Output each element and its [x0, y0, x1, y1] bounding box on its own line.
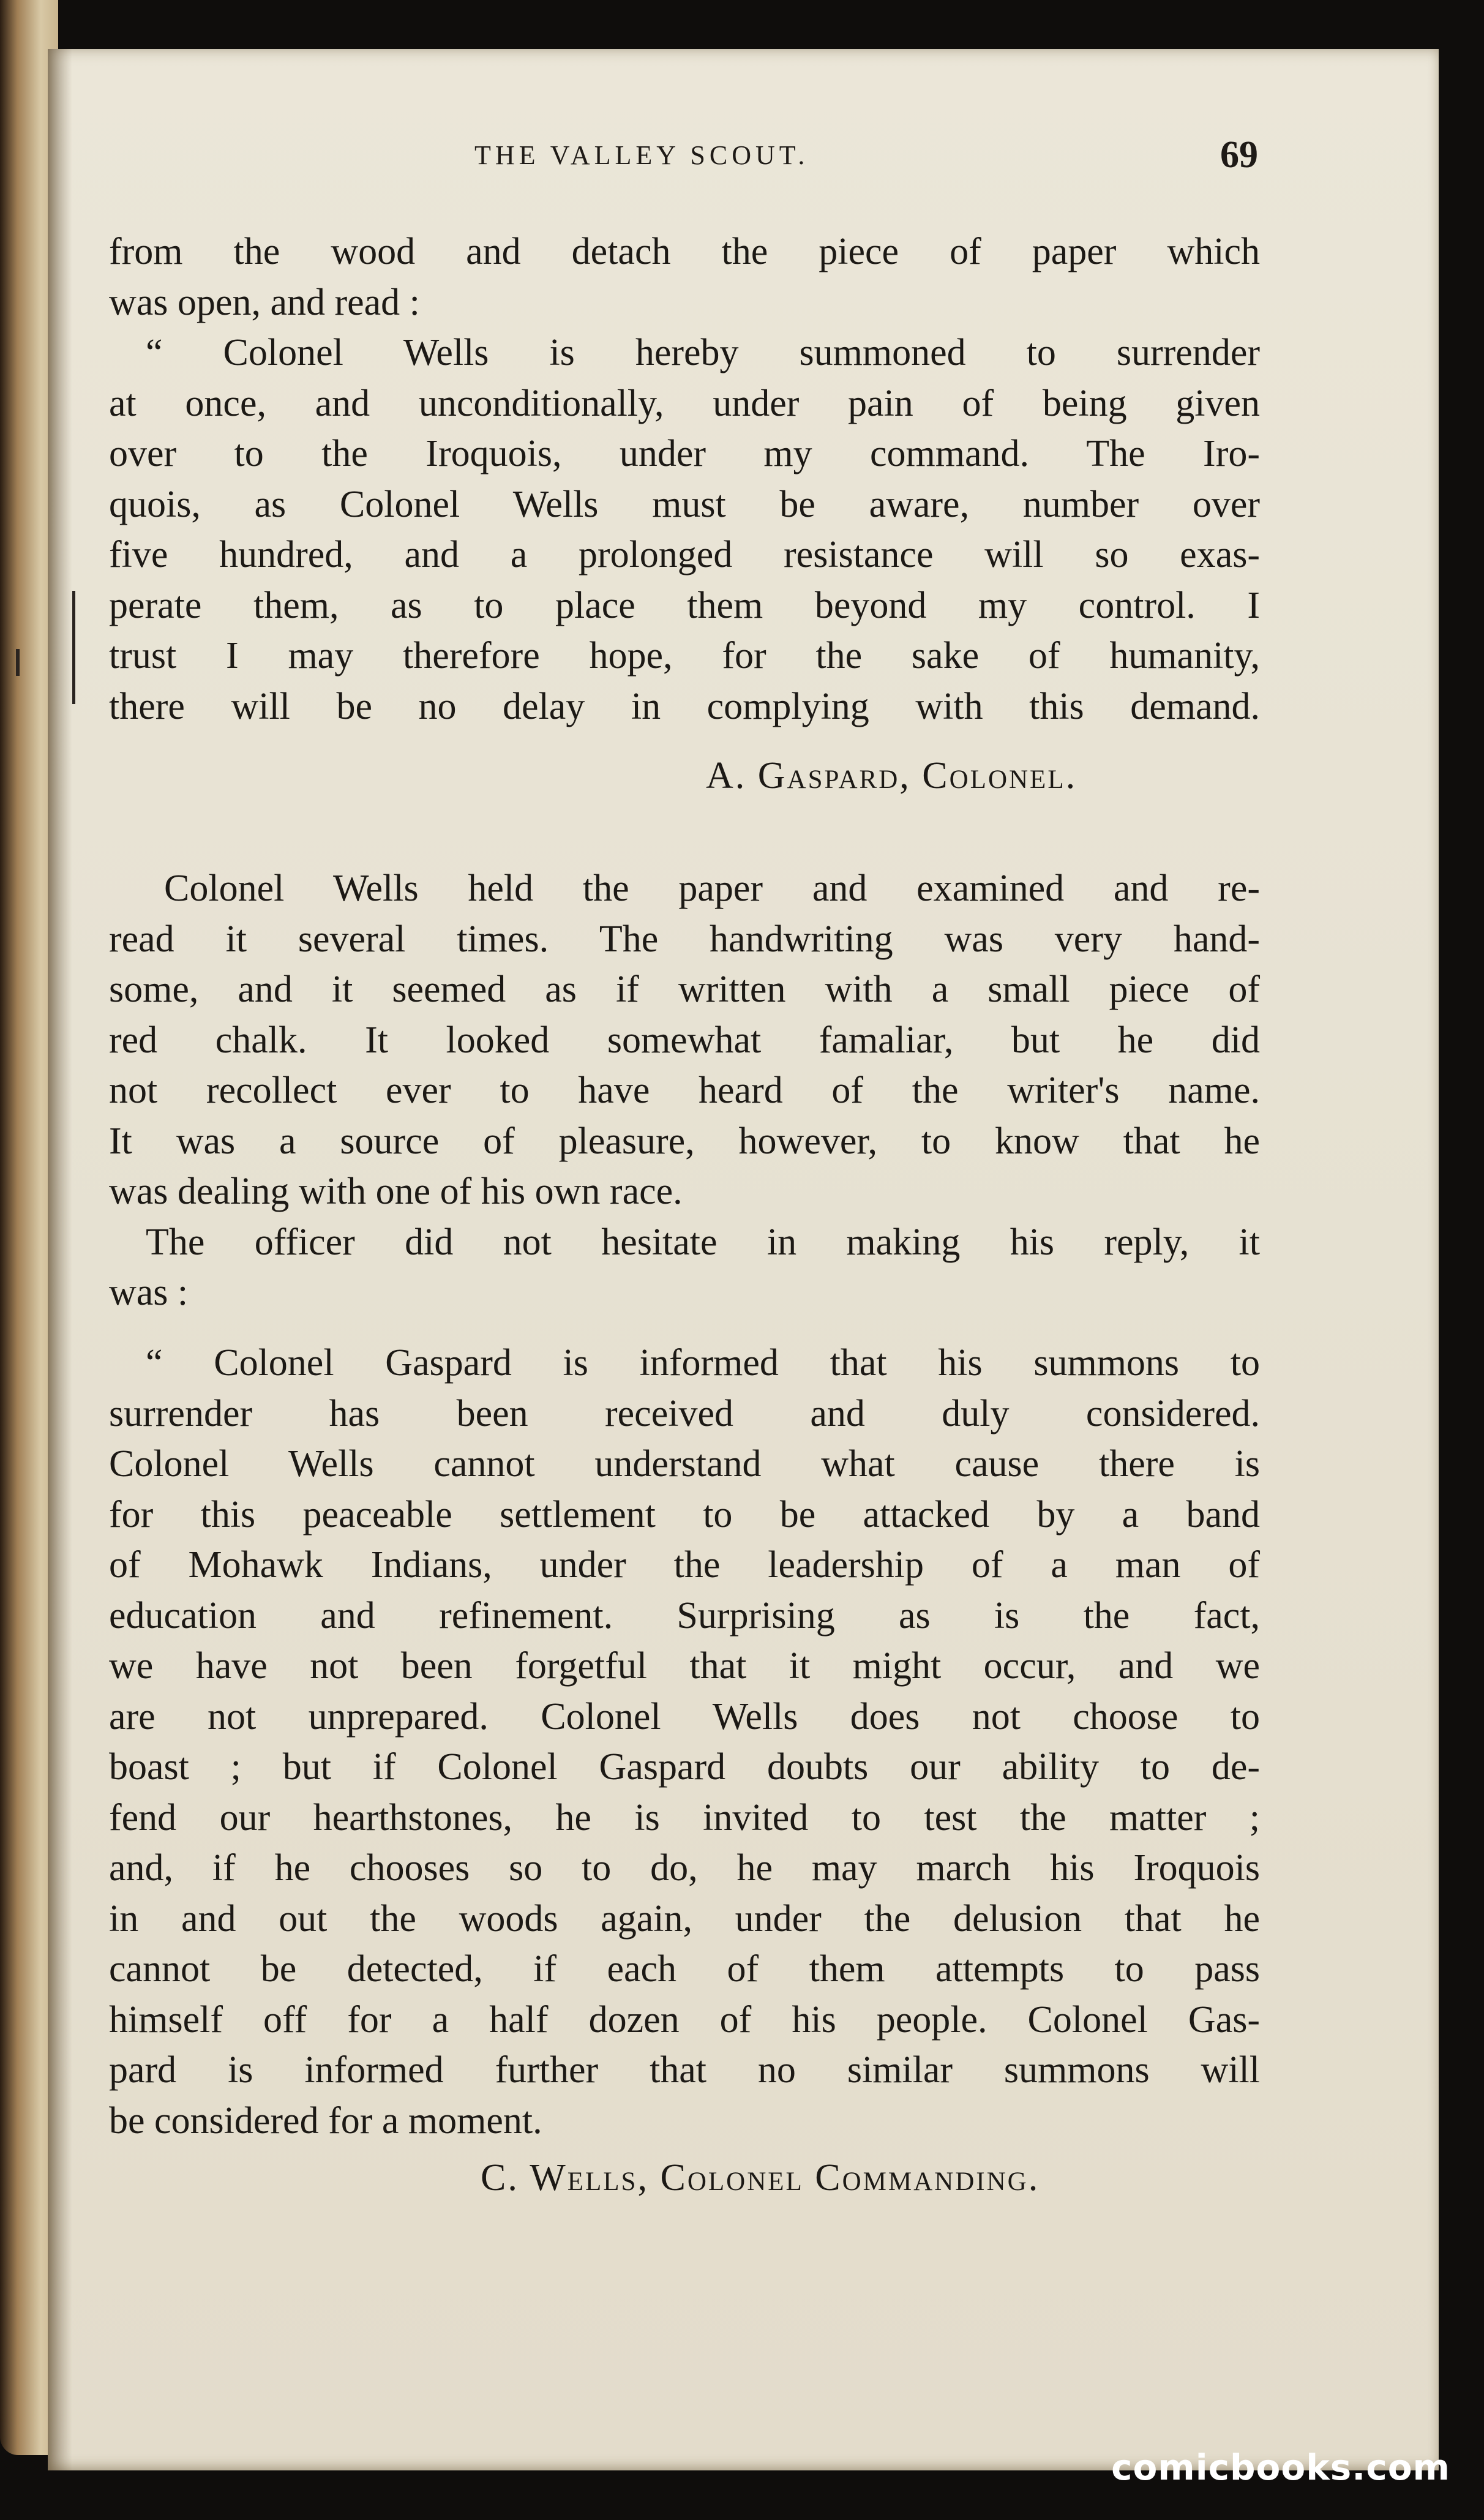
narrative-paragraph — [109, 863, 1260, 1318]
text-line: education and refinement. Surprising as is the fact, — [109, 1594, 1260, 1637]
text-line: some, and it seemed as if written with a small piece of — [109, 969, 1260, 1010]
text-line: in and out the woods again, under the delusion that he — [109, 1897, 1260, 1940]
margin-bracket-mark — [72, 591, 75, 704]
text-line: red chalk. It looked somewhat famaliar, but he did — [109, 1019, 1260, 1061]
running-title: THE VALLEY SCOUT. — [474, 140, 809, 170]
summons-paragraph — [109, 227, 1260, 732]
text-line: we have not been forgetful that it might occur, and we — [109, 1645, 1260, 1687]
text-line: was open, and read : — [109, 281, 420, 323]
text-line: surrender has been received and duly considered. — [109, 1392, 1260, 1434]
text-line: pard is informed further that no similar summons will — [109, 2049, 1260, 2091]
text-line: from the wood and detach the piece of paper which — [109, 231, 1260, 272]
text-line: himself off for a half dozen of his people. Colonel Gas- — [109, 1998, 1260, 2041]
text-line: was dealing with one of his own race. — [109, 1171, 683, 1212]
text-line: for this peaceable settlement to be attacked by a band — [109, 1493, 1260, 1536]
text-line: at once, and unconditionally, under pain of being given — [109, 382, 1260, 424]
text-line: Colonel Wells cannot understand what cause there is — [109, 1443, 1260, 1485]
text-line: of Mohawk Indians, under the leadership of a man of — [109, 1544, 1260, 1586]
text-line: not recollect ever to have heard of the writer's name. — [109, 1070, 1260, 1111]
margin-pencil-mark — [16, 649, 20, 676]
watermark-logo: comicbooks.com — [1111, 2447, 1450, 2488]
reply-paragraph — [109, 1338, 1260, 2146]
text-line: be considered for a moment. — [109, 2099, 542, 2142]
text-line: there will be no delay in complying with this demand. — [109, 685, 1260, 727]
text-line: “ Colonel Wells is hereby summoned to surrender — [146, 332, 1260, 373]
text-line: and, if he chooses so to do, he may march his Iroquois — [109, 1847, 1260, 1889]
text-line: Colonel Wells held the paper and examined and re- — [164, 868, 1260, 909]
text-line: fend our hearthstones, he is invited to test the matter ; — [109, 1796, 1260, 1839]
text-line: over to the Iroquois, under my command. The Iro- — [109, 433, 1260, 474]
text-line: boast ; but if Colonel Gaspard doubts our ability to de- — [109, 1746, 1260, 1788]
signature-wells: C. Wells, Colonel Commanding. — [481, 2157, 1040, 2199]
text-line: The officer did not hesitate in making his reply, it — [146, 1221, 1260, 1263]
text-line: It was a source of pleasure, however, to know that he — [109, 1120, 1260, 1162]
signature-gaspard: A. Gaspard, Colonel. — [706, 755, 1077, 797]
text-line: read it several times. The handwriting was very hand- — [109, 918, 1260, 960]
text-line: was : — [109, 1272, 189, 1313]
text-line: trust I may therefore hope, for the sake of humanity, — [109, 635, 1260, 677]
page-gutter-shadow — [48, 49, 72, 2470]
text-line: “ Colonel Gaspard is informed that his summons to — [146, 1342, 1260, 1384]
page-number: 69 — [1220, 134, 1258, 176]
text-line: quois, as Colonel Wells must be aware, number over — [109, 483, 1260, 525]
text-line: cannot be detected, if each of them attempts to pass — [109, 1948, 1260, 1990]
text-line: are not unprepared. Colonel Wells does not choose to — [109, 1695, 1260, 1738]
text-line: five hundred, and a prolonged resistance will so exas- — [109, 534, 1260, 576]
text-line: perate them, as to place them beyond my control. I — [109, 584, 1260, 626]
